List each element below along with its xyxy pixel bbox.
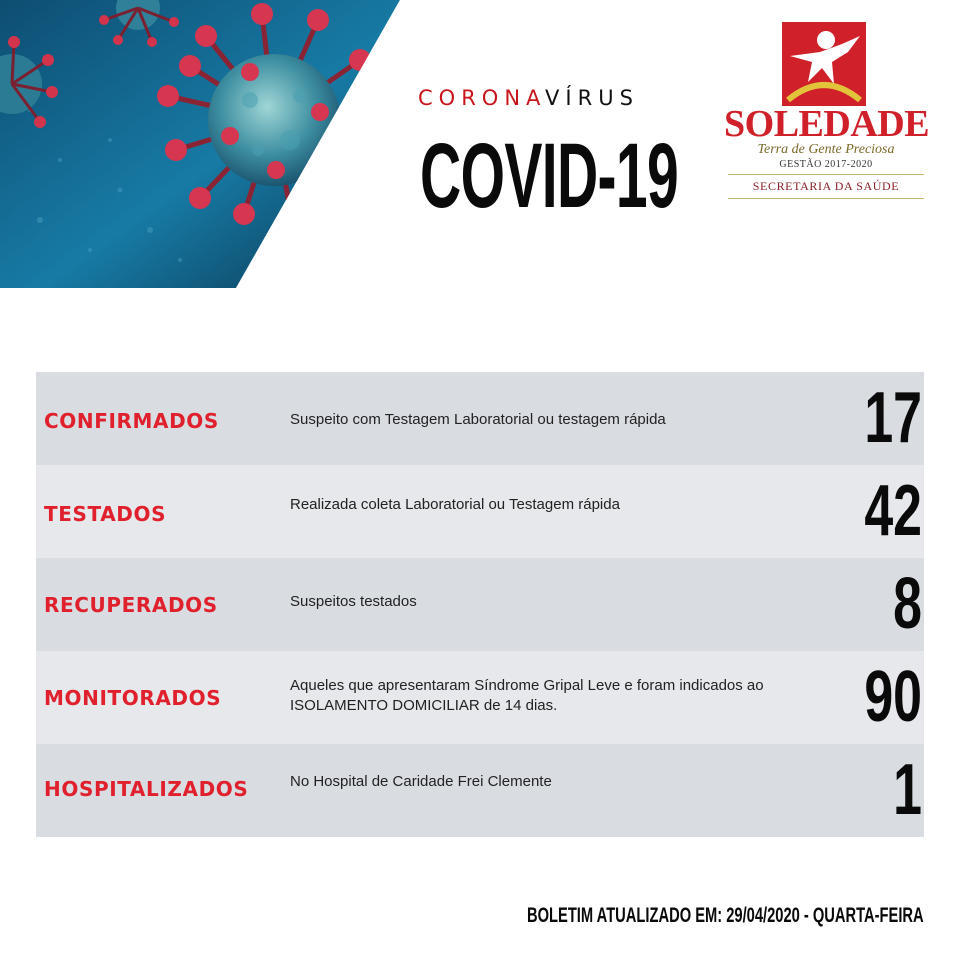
table-row-hospitalizados [36,744,924,837]
row-count: 17 [864,378,922,458]
row-label: MONITORADOS [44,686,222,710]
table-row-monitorados [36,651,924,744]
table-row-recuperados [36,558,924,651]
table-row-confirmados [36,372,924,465]
row-label: HOSPITALIZADOS [44,777,249,801]
table-row-testados [36,465,924,558]
bulletin-update-date: BOLETIM ATUALIZADO EM: 29/04/2020 - QUARTA-FEIRA [527,904,924,927]
kicker-virus: VÍRUS [545,86,639,110]
row-description: No Hospital de Caridade Frei Clemente [290,773,552,790]
row-label: CONFIRMADOS [44,409,219,433]
logo-divider [728,174,924,175]
logo-department: SECRETARIA DA SAÚDE [752,179,900,193]
coronavirus-image [0,0,400,288]
logo-term: GESTÃO 2017-2020 [779,159,873,170]
row-count: 90 [864,657,922,737]
row-description: Realizada coleta Laboratorial ou Testagem rápida [290,496,620,513]
row-description: Aqueles que apresentaram Síndrome Gripal Leve e foram indicados ao ISOLAMENTO DOMICILIAR de 14 dias. [290,677,764,714]
row-count: 1 [893,750,922,830]
row-label: RECUPERADOS [44,593,218,617]
coronavirus-kicker [418,86,680,110]
soledade-logo [724,22,928,204]
logo-tagline: Terra de Gente Preciosa [757,142,895,157]
row-count: 8 [893,564,922,644]
row-description: Suspeitos testados [290,593,417,610]
kicker-corona: CORONA [418,86,546,110]
person-emblem-icon [782,22,866,106]
row-count: 42 [864,471,922,551]
logo-divider [728,198,924,199]
stats-table [36,372,924,837]
row-label: TESTADOS [44,502,167,526]
logo-city-name: SOLEDADE [724,103,930,145]
page-title: COVID-19 [420,125,679,227]
row-description: Suspeito com Testagem Laboratorial ou testagem rápida [290,411,666,428]
